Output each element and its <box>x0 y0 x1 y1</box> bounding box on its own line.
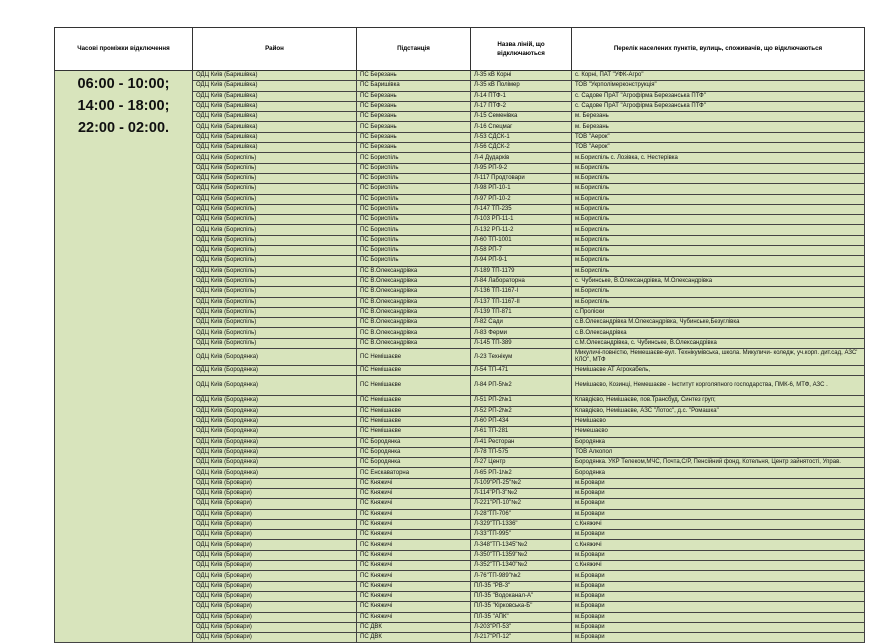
consumers-cell: м.Бориспіль <box>572 297 865 307</box>
substation-cell: ПС ДВК <box>357 622 471 632</box>
line-cell: Л-76"ТП-989"№2 <box>471 571 572 581</box>
consumers-cell: м.Бориспіль <box>572 215 865 225</box>
line-cell: Л-60 ТП-1001 <box>471 235 572 245</box>
district-cell: ОДЦ Київ (Бровари) <box>193 581 357 591</box>
district-cell: ОДЦ Київ (Баришівка) <box>193 91 357 101</box>
consumers-cell: м.Бровари <box>572 602 865 612</box>
line-cell: Л-221"РП-10"№2 <box>471 499 572 509</box>
substation-cell: ПС Княжичі <box>357 488 471 498</box>
consumers-cell: м.Бровари <box>572 571 865 581</box>
district-cell: ОДЦ Київ (Бородянка) <box>193 366 357 376</box>
substation-cell: ПС Княжичі <box>357 591 471 601</box>
line-cell: Л-78 ТП-575 <box>471 447 572 457</box>
consumers-cell: Клавдієво, Немішаєве, АЗС "Лотос", д.с. "Ромашка" <box>572 406 865 416</box>
line-cell: Л-28"ТП-706" <box>471 509 572 519</box>
substation-cell: ПС Бориспіль <box>357 225 471 235</box>
consumers-cell: с.Княжичі <box>572 561 865 571</box>
line-cell: Л-84 Лабораторна <box>471 276 572 286</box>
substation-cell: ПС Бориспіль <box>357 153 471 163</box>
district-cell: ОДЦ Київ (Бровари) <box>193 499 357 509</box>
consumers-cell: ТОВ "Укрполімерконструкція" <box>572 81 865 91</box>
district-cell: ОДЦ Київ (Бородянка) <box>193 416 357 426</box>
district-cell: ОДЦ Київ (Бориспіль) <box>193 225 357 235</box>
district-cell: ОДЦ Київ (Бориспіль) <box>193 194 357 204</box>
substation-cell: ПС В.Олександрівка <box>357 276 471 286</box>
district-cell: ОДЦ Київ (Баришівка) <box>193 132 357 142</box>
consumers-cell: с. Садове ПрАТ "Агрофірма Березанська ПТФ" <box>572 101 865 111</box>
line-cell: Л-94 РП-9-1 <box>471 256 572 266</box>
outage-schedule-table <box>54 27 865 643</box>
line-cell: Л-329"ТП-1336" <box>471 519 572 529</box>
line-cell: ПЛ-35 "АПК" <box>471 612 572 622</box>
consumers-cell: м.Бориспіль <box>572 184 865 194</box>
time-slot: 06:00 - 10:00; <box>77 76 170 92</box>
consumers-cell: м.Бровари <box>572 488 865 498</box>
district-cell: ОДЦ Київ (Баришівка) <box>193 101 357 111</box>
line-cell: Л-132 РП-11-2 <box>471 225 572 235</box>
substation-cell: ПС Княжичі <box>357 519 471 529</box>
district-cell: ОДЦ Київ (Бровари) <box>193 509 357 519</box>
substation-cell: ПС В.Олександрівка <box>357 318 471 328</box>
substation-cell: ПС Бориспіль <box>357 204 471 214</box>
substation-cell: ПС Березань <box>357 91 471 101</box>
district-cell: ОДЦ Київ (Бородянка) <box>193 406 357 416</box>
table-body <box>55 71 865 643</box>
substation-cell: ПС Березань <box>357 101 471 111</box>
consumers-cell: м.Бровари <box>572 633 865 643</box>
district-cell: ОДЦ Київ (Бориспіль) <box>193 204 357 214</box>
district-cell: ОДЦ Київ (Бровари) <box>193 519 357 529</box>
district-cell: ОДЦ Київ (Бориспіль) <box>193 328 357 338</box>
substation-cell: ПС Княжичі <box>357 561 471 571</box>
substation-cell: ПС Княжичі <box>357 540 471 550</box>
substation-cell: ПС Княжичі <box>357 581 471 591</box>
line-cell: ПЛ-35 "РВ-3" <box>471 581 572 591</box>
line-cell: Л-15 Семенівка <box>471 112 572 122</box>
substation-cell: ПС Княжичі <box>357 530 471 540</box>
substation-cell: ПС Бородянка <box>357 447 471 457</box>
substation-cell: ПС Немішаєве <box>357 349 471 366</box>
district-cell: ОДЦ Київ (Баришівка) <box>193 71 357 81</box>
substation-cell: ПС Бориспіль <box>357 246 471 256</box>
substation-cell: ПС Березань <box>357 112 471 122</box>
substation-cell: ПС Бородянка <box>357 458 471 468</box>
line-cell: Л-16 Спецмаг <box>471 122 572 132</box>
consumers-cell: м.Бровари <box>572 530 865 540</box>
consumers-cell: м.Бориспіль <box>572 204 865 214</box>
line-cell: ПЛ-35 "Кірковська-Б" <box>471 602 572 612</box>
district-cell: ОДЦ Київ (Бориспіль) <box>193 287 357 297</box>
district-cell: ОДЦ Київ (Бориспіль) <box>193 153 357 163</box>
consumers-cell: м.Бориспіль <box>572 225 865 235</box>
substation-cell: ПС В.Олександрівка <box>357 307 471 317</box>
consumers-cell: с.В.Олександрівка <box>572 328 865 338</box>
substation-cell: ПС Баришівка <box>357 81 471 91</box>
line-cell: Л-203"РП-53" <box>471 622 572 632</box>
consumers-cell: м.Бровари <box>572 591 865 601</box>
substation-cell: ПС Княжичі <box>357 602 471 612</box>
substation-cell: ПС В.Олександрівка <box>357 328 471 338</box>
header-district: Район <box>193 28 357 71</box>
consumers-cell: Немішаєво, Козинці, Немешаєве - Інститут корголяпного господарства, ПМК-6, МТФ, АЗС . <box>572 376 865 396</box>
substation-cell: ПС В.Олександрівка <box>357 338 471 348</box>
substation-cell: ПС Княжичі <box>357 499 471 509</box>
substation-cell: ПС Немішаєве <box>357 427 471 437</box>
consumers-cell: с.Княжичі <box>572 519 865 529</box>
substation-cell: ПС Бориспіль <box>357 184 471 194</box>
line-cell: Л-14 ПТФ-1 <box>471 91 572 101</box>
district-cell: ОДЦ Київ (Бровари) <box>193 633 357 643</box>
substation-cell: ПС Березань <box>357 132 471 142</box>
substation-cell: ПС Березань <box>357 143 471 153</box>
consumers-cell: Бородянка <box>572 437 865 447</box>
line-cell: Л-53 СДСК-1 <box>471 132 572 142</box>
header-time-slots: Часові проміжки відключення <box>55 28 193 71</box>
header-consumers: Перелік населених пунктів, вулиць, споживачів, що відключаються <box>572 28 865 71</box>
consumers-cell: с.М.Олександрівка, с. Чубинське, В.Олександрівка <box>572 338 865 348</box>
header-lines: Назва ліній, що відключаються <box>471 28 572 71</box>
line-cell: Л-139 ТП-871 <box>471 307 572 317</box>
line-cell: Л-352"ТП-1340"№2 <box>471 561 572 571</box>
district-cell: ОДЦ Київ (Бориспіль) <box>193 246 357 256</box>
line-cell: Л-41 Ресторан <box>471 437 572 447</box>
substation-cell: ПС Бориспіль <box>357 256 471 266</box>
substation-cell: ПС Бориспіль <box>357 215 471 225</box>
line-cell: Л-23 Технікум <box>471 349 572 366</box>
district-cell: ОДЦ Київ (Бровари) <box>193 561 357 571</box>
consumers-cell: м.Бровари <box>572 622 865 632</box>
district-cell: ОДЦ Київ (Баришівка) <box>193 81 357 91</box>
line-cell: Л-27 Центр <box>471 458 572 468</box>
consumers-cell: с. Корні, ПАТ "УФК-Агро" <box>572 71 865 81</box>
district-cell: ОДЦ Київ (Бровари) <box>193 602 357 612</box>
line-cell: Л-33"ТП-995" <box>471 530 572 540</box>
district-cell: ОДЦ Київ (Бородянка) <box>193 437 357 447</box>
line-cell: Л-56 СДСК-2 <box>471 143 572 153</box>
substation-cell: ПС В.Олександрівка <box>357 266 471 276</box>
line-cell: Л-189 ТП-1179 <box>471 266 572 276</box>
consumers-cell: м.Бориспіль <box>572 256 865 266</box>
district-cell: ОДЦ Київ (Баришівка) <box>193 143 357 153</box>
line-cell: Л-35 кВ Корні <box>471 71 572 81</box>
consumers-cell: Бородянка. УКР Телеком,МЧС, Почта,С/Р, Пенсійний фонд, Котельня, Центр зайнятості, Управ. <box>572 458 865 468</box>
consumers-cell: м. Березань <box>572 122 865 132</box>
consumers-cell: Немешаєво <box>572 427 865 437</box>
district-cell: ОДЦ Київ (Бровари) <box>193 612 357 622</box>
consumers-cell: ТОВ "Аерок" <box>572 132 865 142</box>
district-cell: ОДЦ Київ (Бровари) <box>193 540 357 550</box>
district-cell: ОДЦ Київ (Бородянка) <box>193 447 357 457</box>
line-cell: Л-82 Сади <box>471 318 572 328</box>
district-cell: ОДЦ Київ (Бородянка) <box>193 349 357 366</box>
district-cell: ОДЦ Київ (Бориспіль) <box>193 266 357 276</box>
line-cell: Л-52 РП-2№2 <box>471 406 572 416</box>
consumers-cell: ТОВ Алкопол <box>572 447 865 457</box>
consumers-cell: с.Проліски <box>572 307 865 317</box>
district-cell: ОДЦ Київ (Бориспіль) <box>193 318 357 328</box>
consumers-cell: м.Бровари <box>572 499 865 509</box>
consumers-cell: м. Березань <box>572 112 865 122</box>
district-cell: ОДЦ Київ (Бориспіль) <box>193 163 357 173</box>
line-cell: Л-350"ТП-1359"№2 <box>471 550 572 560</box>
substation-cell: ПС Бориспіль <box>357 235 471 245</box>
outage-schedule-document <box>54 27 864 641</box>
district-cell: ОДЦ Київ (Бровари) <box>193 478 357 488</box>
line-cell: Л-35 кВ Полімер <box>471 81 572 91</box>
consumers-cell: м.Бориспіль <box>572 287 865 297</box>
district-cell: ОДЦ Київ (Бровари) <box>193 591 357 601</box>
time-slot: 14:00 - 18:00; <box>77 98 170 114</box>
district-cell: ОДЦ Київ (Бориспіль) <box>193 338 357 348</box>
consumers-cell: с.Княжичі <box>572 540 865 550</box>
line-cell: Л-65 РП-1№2 <box>471 468 572 478</box>
district-cell: ОДЦ Київ (Баришівка) <box>193 122 357 132</box>
district-cell: ОДЦ Київ (Бородянка) <box>193 376 357 396</box>
line-cell: Л-95 РП-9-2 <box>471 163 572 173</box>
consumers-cell: м.Бровари <box>572 509 865 519</box>
substation-cell: ПС Бориспіль <box>357 194 471 204</box>
district-cell: ОДЦ Київ (Бровари) <box>193 488 357 498</box>
district-cell: ОДЦ Київ (Бориспіль) <box>193 256 357 266</box>
consumers-cell: Микуличі-повністю, Немешаєве-вул. Технікумівська, школа. Микуличи- коледж, уч.корп. дит.сад, АЗС' КЛО", МТФ <box>572 349 865 366</box>
line-cell: Л-103 РП-11-1 <box>471 215 572 225</box>
district-cell: ОДЦ Київ (Бровари) <box>193 530 357 540</box>
consumers-cell: с. Чубинське, В.Олександрівка, М.Олександрівка <box>572 276 865 286</box>
consumers-cell: Клавдієво, Немішаєве, пов.Трансбуд, Синтез груп; <box>572 396 865 406</box>
consumers-cell: с.В.Олександрівка М.Олександрівка, Чубинське,Безуглівка <box>572 318 865 328</box>
substation-cell: ПС Енскаваторна <box>357 468 471 478</box>
substation-cell: ПС Немішаєве <box>357 396 471 406</box>
line-cell: Л-54 ТП-471 <box>471 366 572 376</box>
consumers-cell: м.Бориспіль <box>572 246 865 256</box>
district-cell: ОДЦ Київ (Бородянка) <box>193 396 357 406</box>
line-cell: Л-84 РП-5№2 <box>471 376 572 396</box>
line-cell: Л-97 РП-10-2 <box>471 194 572 204</box>
district-cell: ОДЦ Київ (Бровари) <box>193 550 357 560</box>
substation-cell: ПС Княжичі <box>357 571 471 581</box>
line-cell: Л-17 ПТФ-2 <box>471 101 572 111</box>
substation-cell: ПС Березань <box>357 71 471 81</box>
district-cell: ОДЦ Київ (Бородянка) <box>193 427 357 437</box>
district-cell: ОДЦ Київ (Бориспіль) <box>193 173 357 183</box>
consumers-cell: м.Бровари <box>572 612 865 622</box>
consumers-cell: м.Бориспіль <box>572 266 865 276</box>
consumers-cell: м.Бровари <box>572 478 865 488</box>
substation-cell: ПС Березань <box>357 122 471 132</box>
line-cell: Л-117 Продтовари <box>471 173 572 183</box>
line-cell: Л-136 ТП-1167-І <box>471 287 572 297</box>
time-slot: 22:00 - 02:00. <box>77 120 170 136</box>
line-cell: Л-114"РП-3"№2 <box>471 488 572 498</box>
substation-cell: ПС В.Олександрівка <box>357 287 471 297</box>
district-cell: ОДЦ Київ (Бровари) <box>193 571 357 581</box>
consumers-cell: м.Бориспіль <box>572 235 865 245</box>
district-cell: ОДЦ Київ (Бориспіль) <box>193 276 357 286</box>
line-cell: Л-60 РП-434 <box>471 416 572 426</box>
line-cell: Л-4 Дударків <box>471 153 572 163</box>
district-cell: ОДЦ Київ (Баришівка) <box>193 112 357 122</box>
substation-cell: ПС Бородянка <box>357 437 471 447</box>
line-cell: Л-98 РП-10-1 <box>471 184 572 194</box>
consumers-cell: м.Бориспіль <box>572 163 865 173</box>
district-cell: ОДЦ Київ (Бориспіль) <box>193 235 357 245</box>
substation-cell: ПС Княжичі <box>357 612 471 622</box>
district-cell: ОДЦ Київ (Бориспіль) <box>193 307 357 317</box>
district-cell: ОДЦ Київ (Бородянка) <box>193 458 357 468</box>
line-cell: Л-217"РП-12" <box>471 633 572 643</box>
line-cell: Л-83 Ферми <box>471 328 572 338</box>
table-row <box>55 71 865 81</box>
substation-cell: ПС Немішаєве <box>357 366 471 376</box>
consumers-cell: м.Бориспіль <box>572 194 865 204</box>
time-slots-cell <box>55 71 193 643</box>
substation-cell: ПС Немішаєве <box>357 406 471 416</box>
line-cell: Л-58 РП-7 <box>471 246 572 256</box>
district-cell: ОДЦ Київ (Бориспіль) <box>193 184 357 194</box>
line-cell: Л-147 ТП-235 <box>471 204 572 214</box>
substation-cell: ПС Немішаєве <box>357 376 471 396</box>
consumers-cell: с. Садове ПрАТ "Агрофірма Березанська ПТФ" <box>572 91 865 101</box>
table-header <box>55 28 865 71</box>
substation-cell: ПС В.Олександрівка <box>357 297 471 307</box>
consumers-cell: м.Бровари <box>572 550 865 560</box>
district-cell: ОДЦ Київ (Бородянка) <box>193 468 357 478</box>
header-row <box>55 28 865 71</box>
consumers-cell: ТОВ "Аерок" <box>572 143 865 153</box>
substation-cell: ПС Княжичі <box>357 478 471 488</box>
substation-cell: ПС Бориспіль <box>357 173 471 183</box>
substation-cell: ПС Княжичі <box>357 509 471 519</box>
line-cell: Л-51 РП-2№1 <box>471 396 572 406</box>
substation-cell: ПС Бориспіль <box>357 163 471 173</box>
consumers-cell: Немішаєве АТ Агрокабель, <box>572 366 865 376</box>
district-cell: ОДЦ Київ (Бориспіль) <box>193 297 357 307</box>
line-cell: Л-109"РП-25"№2 <box>471 478 572 488</box>
consumers-cell: Бородянка <box>572 468 865 478</box>
line-cell: Л-137 ТП-1167-ІІ <box>471 297 572 307</box>
consumers-cell: м.Бориспіль <box>572 173 865 183</box>
district-cell: ОДЦ Київ (Бровари) <box>193 622 357 632</box>
substation-cell: ПС ДВК <box>357 633 471 643</box>
line-cell: Л-348"ТП-1345"№2 <box>471 540 572 550</box>
consumers-cell: м.Бровари <box>572 581 865 591</box>
header-substation: Підстанція <box>357 28 471 71</box>
line-cell: ПЛ-35 "Водоканал-А" <box>471 591 572 601</box>
line-cell: Л-61 ТП-281 <box>471 427 572 437</box>
line-cell: Л-145 ТП-389 <box>471 338 572 348</box>
substation-cell: ПС Немішаєве <box>357 416 471 426</box>
consumers-cell: Немішаєво <box>572 416 865 426</box>
consumers-cell: м.Бориспіль с. Лозівка, с. Нестерівка <box>572 153 865 163</box>
substation-cell: ПС Княжичі <box>357 550 471 560</box>
district-cell: ОДЦ Київ (Бориспіль) <box>193 215 357 225</box>
